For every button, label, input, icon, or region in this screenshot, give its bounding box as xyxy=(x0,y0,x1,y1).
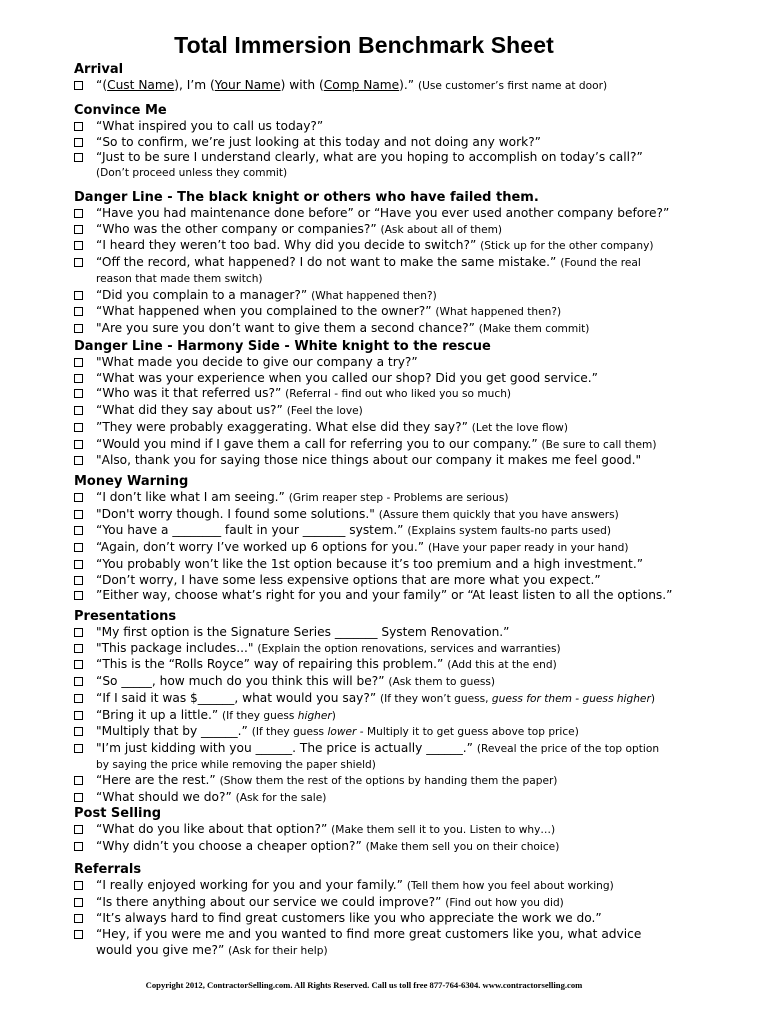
item-text: “Who was the other company or companies?” xyxy=(96,221,381,236)
checkbox[interactable] xyxy=(74,790,96,806)
item-text: “Did you complain to a manager?” xyxy=(96,287,312,302)
item-text: “What was your experience when you called our shop? Did you get good service.” xyxy=(96,370,598,385)
item-line xyxy=(96,255,724,272)
checkbox[interactable] xyxy=(74,911,96,927)
item-text: “I really enjoyed working for you and your family.” xyxy=(96,878,407,892)
checklist-item xyxy=(74,288,724,305)
item-line xyxy=(96,822,724,839)
checklist-item xyxy=(74,135,724,151)
item-note: (Referral - find out who liked you so much) xyxy=(285,388,512,401)
item-text: "I’m just kidding with you ______. The price is actually ______.” xyxy=(96,740,477,755)
checklist-item xyxy=(74,790,724,807)
item-line xyxy=(96,523,724,540)
checkbox[interactable] xyxy=(74,78,96,94)
item-note: (Grim reaper step - Problems are serious) xyxy=(288,492,509,504)
item-note: ) xyxy=(650,692,655,705)
checklist-item xyxy=(74,822,724,839)
item-note: (Be sure to call them) xyxy=(541,438,657,451)
item-line xyxy=(96,773,724,790)
item-line xyxy=(96,927,724,943)
section xyxy=(74,806,724,855)
item-line xyxy=(96,78,724,95)
checklist-item xyxy=(74,321,724,338)
checkbox[interactable] xyxy=(74,691,96,707)
item-text: ”They were probably exaggerating. What else did they say?” xyxy=(96,419,472,434)
item-text: “I don’t like what I am seeing.” xyxy=(96,490,289,504)
item-line xyxy=(96,371,724,387)
item-text: "My first option is the Signature Series _______ System Renovation.” xyxy=(96,625,510,639)
checklist-item xyxy=(74,839,724,856)
checklist-item xyxy=(74,540,724,557)
item-line xyxy=(96,206,724,222)
copyright-footer: Copyright 2012, ContractorSelling.com. All Rights Reserved. Call us toll free 877-764-6304. www.contractorselling.com xyxy=(145,980,583,990)
checklist-item xyxy=(74,150,724,166)
checklist-item xyxy=(74,895,724,912)
checkbox[interactable] xyxy=(74,206,96,222)
item-note: (Let the love flow) xyxy=(471,421,568,434)
item-text: "Are you sure you don’t want to give them a second chance?” xyxy=(96,320,479,335)
checkbox[interactable] xyxy=(74,641,96,657)
item-text: “Is there anything about our service we could improve?” xyxy=(96,894,446,909)
item-text: “So to confirm, we’re just looking at this today and not doing any work?” xyxy=(96,134,541,149)
checkbox[interactable] xyxy=(74,724,96,740)
item-line xyxy=(96,741,724,758)
checklist-item xyxy=(74,573,724,589)
item-line xyxy=(96,708,724,725)
checkbox[interactable] xyxy=(74,304,96,320)
checkbox[interactable] xyxy=(74,674,96,690)
item-note: (What happened then?) xyxy=(435,306,562,319)
item-text: “Have you had maintenance done before” or “Have you ever used another company before?” xyxy=(96,206,670,220)
checklist-item xyxy=(74,691,724,708)
section-heading: Arrival xyxy=(74,62,124,77)
item-text: “Would you mind if I gave them a call for referring you to our company.” xyxy=(96,436,542,451)
item-note: (Reveal the price of the top option xyxy=(476,742,660,755)
item-line xyxy=(96,573,724,589)
item-continuation: (Don’t proceed unless they commit) xyxy=(96,167,288,180)
checklist-item xyxy=(74,255,724,272)
item-text: Cust Name xyxy=(107,78,175,92)
checkbox[interactable] xyxy=(74,255,96,271)
checklist-item xyxy=(74,657,724,674)
checkbox[interactable] xyxy=(74,490,96,506)
item-text: “Again, don’t worry I’ve worked up 6 options for you.” xyxy=(96,540,428,555)
item-note: (Show them the rest of the options by handing them the paper) xyxy=(219,775,558,788)
section-heading: Post Selling xyxy=(74,806,162,821)
item-line xyxy=(96,355,724,371)
checklist-item xyxy=(74,403,724,420)
checklist-item xyxy=(74,878,724,895)
item-note: (Explain the option renovations, services and warranties) xyxy=(257,642,561,655)
checkbox[interactable] xyxy=(74,822,96,838)
checkbox[interactable] xyxy=(74,927,96,943)
item-text: “Bring it up a little.” xyxy=(96,707,223,722)
section-heading: Presentations xyxy=(74,609,177,624)
checkbox[interactable] xyxy=(74,540,96,556)
checkbox[interactable] xyxy=(74,150,96,166)
checklist-item xyxy=(74,674,724,691)
item-text: “It’s always hard to find great customers like you who appreciate the work we do.” xyxy=(96,911,602,926)
checklist-item xyxy=(74,708,724,725)
item-note: (Explains system faults-no parts used) xyxy=(407,525,611,538)
item-line xyxy=(96,588,724,604)
checklist-item xyxy=(74,588,724,604)
checkbox[interactable] xyxy=(74,839,96,855)
item-line xyxy=(96,839,724,856)
item-text: ).” xyxy=(399,78,418,92)
item-line xyxy=(96,911,724,927)
section xyxy=(74,339,724,469)
item-line xyxy=(96,790,724,807)
checkbox[interactable] xyxy=(74,878,96,894)
item-text: “This is the “Rolls Royce” way of repairing this problem.” xyxy=(96,657,448,672)
checklist-item xyxy=(74,437,724,454)
item-text: Your Name xyxy=(214,78,281,92)
item-text: “What do you like about that option?” xyxy=(96,822,332,836)
checkbox[interactable] xyxy=(74,453,96,469)
checklist-item xyxy=(74,911,724,927)
item-text: Comp Name xyxy=(323,78,400,92)
section xyxy=(74,474,724,604)
item-line xyxy=(96,625,724,641)
checkbox[interactable] xyxy=(74,625,96,641)
section-heading: Danger Line - Harmony Side - White knight to the rescue xyxy=(74,339,491,354)
item-note: (Ask for the sale) xyxy=(235,792,327,805)
item-note: (Feel the love) xyxy=(286,405,363,418)
checkbox[interactable] xyxy=(74,741,96,757)
checklist-item xyxy=(74,371,724,387)
item-line xyxy=(96,288,724,305)
item-text: “Off the record, what happened? I do not want to make the same mistake.” xyxy=(96,255,561,270)
checkbox[interactable] xyxy=(74,403,96,419)
item-text: “If I said it was $______, what would you say?” xyxy=(96,690,381,705)
item-note: higher xyxy=(297,709,332,722)
section-heading: Money Warning xyxy=(74,474,189,489)
item-text: “What should we do?” xyxy=(96,790,236,805)
item-line xyxy=(96,222,724,239)
section-heading: Danger Line - The black knight or others who have failed them. xyxy=(74,190,539,205)
checkbox[interactable] xyxy=(74,386,96,402)
checklist-item xyxy=(74,453,724,469)
section xyxy=(74,103,724,182)
item-note: (Use customer’s first name at door) xyxy=(417,80,608,92)
checkbox[interactable] xyxy=(74,507,96,523)
section xyxy=(74,609,724,807)
checklist-item xyxy=(74,927,724,943)
item-continuation: reason that made them switch) xyxy=(96,272,263,285)
checkbox[interactable] xyxy=(74,321,96,337)
item-note: (Ask about all of them) xyxy=(380,223,503,236)
section xyxy=(74,62,724,95)
item-text: “What happened when you complained to the owner?” xyxy=(96,304,436,319)
item-text: "This package includes..." xyxy=(96,640,258,655)
item-continuation xyxy=(74,943,724,960)
item-note: (If they guess xyxy=(222,709,298,722)
section xyxy=(74,862,724,960)
item-text: ) with ( xyxy=(280,78,324,92)
item-line xyxy=(96,641,724,658)
item-note: (Add this at the end) xyxy=(447,659,557,672)
checkbox[interactable] xyxy=(74,437,96,453)
checklist-item xyxy=(74,420,724,437)
item-note: (Assure them quickly that you have answers) xyxy=(378,508,619,521)
item-continuation: by saying the price while removing the paper shield) xyxy=(96,758,376,771)
item-note: guess for them - guess higher xyxy=(491,692,651,705)
checkbox[interactable] xyxy=(74,119,96,135)
checkbox[interactable] xyxy=(74,355,96,371)
checkbox[interactable] xyxy=(74,135,96,151)
section xyxy=(74,190,724,338)
item-line xyxy=(96,135,724,151)
item-line xyxy=(96,420,724,437)
item-note: (If they guess xyxy=(251,726,328,739)
item-line xyxy=(96,540,724,557)
item-line xyxy=(96,119,724,135)
item-line xyxy=(96,490,724,507)
item-text: “( xyxy=(96,78,108,92)
item-text: “You have a ________ fault in your _______ system.” xyxy=(96,523,408,538)
checkbox[interactable] xyxy=(74,708,96,724)
item-line xyxy=(96,403,724,420)
item-note: (Have your paper ready in your hand) xyxy=(427,542,629,555)
item-note: (If they won’t guess, xyxy=(380,692,492,705)
item-note: ) xyxy=(331,709,336,722)
checklist-item xyxy=(74,304,724,321)
item-note: (Ask for their help) xyxy=(228,944,328,957)
checklist-item xyxy=(74,507,724,524)
item-text: “Don’t worry, I have some less expensive options that are more what you expect.” xyxy=(96,572,601,587)
checkbox[interactable] xyxy=(74,238,96,254)
item-text: “What did they say about us?” xyxy=(96,403,287,418)
item-line xyxy=(96,304,724,321)
checklist-item xyxy=(74,724,724,741)
checklist-item xyxy=(74,523,724,540)
checklist-item xyxy=(74,490,724,507)
checkbox[interactable] xyxy=(74,222,96,238)
checkbox[interactable] xyxy=(74,588,96,604)
item-note: (Ask them to guess) xyxy=(388,676,496,689)
item-text: “You probably won’t like the 1st option because it’s too premium and a high investment.” xyxy=(96,556,644,571)
checklist-item xyxy=(74,641,724,658)
section-heading: Convince Me xyxy=(74,103,167,118)
item-note: - Multiply it to get guess above top price) xyxy=(356,726,579,739)
checklist-item xyxy=(74,206,724,222)
checkbox[interactable] xyxy=(74,557,96,573)
item-text: "Don't worry though. I found some solutions." xyxy=(96,506,379,521)
checklist-item xyxy=(74,222,724,239)
item-note: (Find out how you did) xyxy=(445,896,564,909)
item-line xyxy=(96,321,724,338)
item-text: "What made you decide to give our company a try?” xyxy=(96,355,418,369)
item-note: (Found the real xyxy=(560,257,641,270)
checkbox[interactable] xyxy=(74,657,96,673)
item-text: “What inspired you to call us today?” xyxy=(96,119,324,133)
item-text: “I heard they weren’t too bad. Why did you decide to switch?” xyxy=(96,238,481,253)
item-note: (What happened then?) xyxy=(311,289,437,302)
item-line xyxy=(96,557,724,573)
checklist-item xyxy=(74,773,724,790)
item-line xyxy=(96,674,724,691)
checkbox[interactable] xyxy=(74,773,96,789)
checklist-item xyxy=(74,625,724,641)
checklist-item xyxy=(74,386,724,403)
checklist-item xyxy=(74,355,724,371)
checklist-item xyxy=(74,741,724,758)
item-note: (Make them commit) xyxy=(478,322,590,335)
item-note: (Make them sell you on their choice) xyxy=(365,840,560,853)
item-text: "Also, thank you for saying those nice things about our company it makes me feel good." xyxy=(96,453,642,468)
item-note: (Stick up for the other company) xyxy=(480,240,654,253)
item-line xyxy=(96,437,724,454)
item-text: ), I’m ( xyxy=(174,78,215,92)
item-line xyxy=(96,238,724,255)
section-heading: Referrals xyxy=(74,862,142,877)
checkbox[interactable] xyxy=(74,288,96,304)
item-line xyxy=(96,386,724,403)
checklist-item xyxy=(74,78,724,95)
item-text: “Here are the rest.” xyxy=(96,773,220,788)
item-note: (Make them sell it to you. Listen to why…) xyxy=(331,824,556,836)
item-note: lower xyxy=(327,726,357,739)
checkbox[interactable] xyxy=(74,523,96,539)
item-line xyxy=(96,657,724,674)
item-text: “Why didn’t you choose a cheaper option?” xyxy=(96,838,366,853)
checkbox[interactable] xyxy=(74,420,96,436)
item-line xyxy=(96,878,724,895)
item-line xyxy=(96,691,724,708)
item-line xyxy=(96,724,724,741)
item-line xyxy=(96,507,724,524)
checkbox[interactable] xyxy=(74,573,96,589)
item-text: “Who was it that referred us?” xyxy=(96,386,286,401)
item-note: (Tell them how you feel about working) xyxy=(406,880,614,892)
checklist-item xyxy=(74,557,724,573)
item-line xyxy=(96,895,724,912)
item-text: “So _____, how much do you think this will be?” xyxy=(96,674,389,689)
item-line xyxy=(96,150,724,166)
page-title: Total Immersion Benchmark Sheet xyxy=(174,32,554,58)
checkbox[interactable] xyxy=(74,895,96,911)
item-text: would you give me?” xyxy=(96,942,229,957)
item-text: ”Either way, choose what’s right for you and your family” or “At least listen to all the options.” xyxy=(96,588,673,603)
item-text: “Hey, if you were me and you wanted to find more great customers like you, what advice xyxy=(96,927,642,942)
checkbox[interactable] xyxy=(74,371,96,387)
checklist-item xyxy=(74,238,724,255)
item-text: “Just to be sure I understand clearly, what are you hoping to accomplish on today’s call?” xyxy=(96,150,643,165)
item-line xyxy=(96,453,724,469)
checklist-item xyxy=(74,119,724,135)
item-text: "Multiply that by ______.” xyxy=(96,724,252,739)
